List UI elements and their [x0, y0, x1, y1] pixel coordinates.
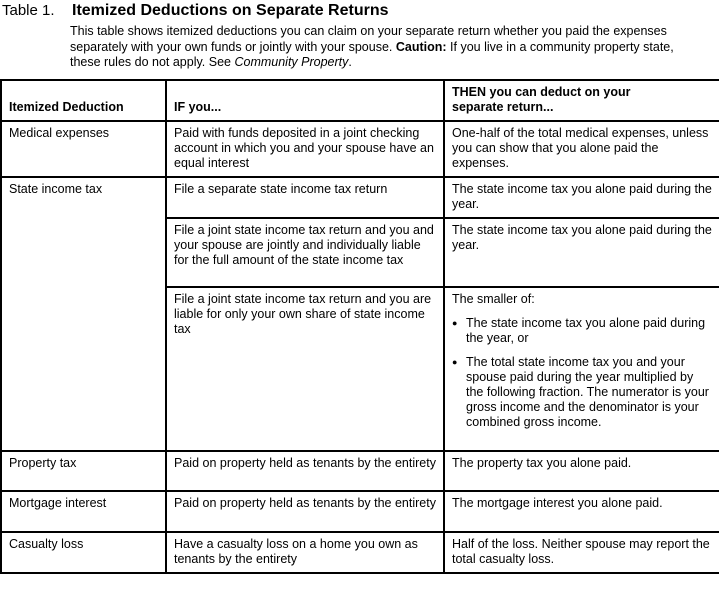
- community-property-reference: Community Property: [234, 55, 349, 69]
- header-itemized-deduction: Itemized Deduction: [1, 80, 166, 121]
- list-item: [452, 355, 712, 430]
- bullet-icon: ●: [452, 317, 458, 328]
- if-cell: Paid on property held as tenants by the entirety: [166, 451, 444, 491]
- list-item: [452, 316, 712, 346]
- page-title: Itemized Deductions on Separate Returns: [72, 2, 389, 19]
- then-cell: [444, 287, 719, 451]
- table-row: [1, 491, 719, 532]
- then-cell: The state income tax you alone paid during the year.: [444, 177, 719, 218]
- deduction-cell: Medical expenses: [1, 121, 166, 177]
- table-row: [1, 121, 719, 177]
- if-cell: Paid on property held as tenants by the entirety: [166, 491, 444, 532]
- then-cell: The state income tax you alone paid during the year.: [444, 218, 719, 287]
- then-bullet-text: The total state income tax you and your spouse paid during the year multiplied by the following fraction. The numerator is your gross income and the denominator is your combined gross income.: [466, 354, 709, 429]
- table-label: Table 1.: [2, 2, 55, 19]
- title-bar: [0, 0, 719, 20]
- then-bullet-text: The state income tax you alone paid during the year, or: [466, 315, 706, 345]
- bullet-icon: ●: [452, 356, 458, 367]
- deduction-cell: Property tax: [1, 451, 166, 491]
- caution-label: Caution:: [395, 39, 447, 54]
- then-cell: The mortgage interest you alone paid.: [444, 491, 719, 532]
- header-then-deduct-text: THEN you can deduct on your separate return...: [452, 84, 631, 114]
- intro-middle-text: If you live in a community property state, these rules do not apply. See: [70, 39, 674, 69]
- if-cell: File a separate state income tax return: [166, 177, 444, 218]
- intro-tail-text: .: [348, 55, 352, 69]
- itemized-deductions-table: [0, 79, 719, 574]
- deduction-cell: Casualty loss: [1, 532, 166, 573]
- table-row: [1, 532, 719, 573]
- table-row: [1, 177, 719, 218]
- if-cell: Paid with funds deposited in a joint checking account in which you and your spouse have an equal interest: [166, 121, 444, 177]
- table-header-row: [1, 80, 719, 121]
- then-cell: One-half of the total medical expenses, unless you can show that you alone paid the expenses.: [444, 121, 719, 177]
- if-cell: Have a casualty loss on a home you own as tenants by the entirety: [166, 532, 444, 573]
- deduction-cell: State income tax: [1, 177, 166, 451]
- then-cell: The property tax you alone paid.: [444, 451, 719, 491]
- then-cell: Half of the loss. Neither spouse may report the total casualty loss.: [444, 532, 719, 573]
- table-row: [1, 451, 719, 491]
- then-bullet-list: [452, 316, 712, 430]
- intro-lead-text: This table shows itemized deductions you can claim on your separate return whether you paid the expenses separately with your own funds or jointly with your spouse.: [70, 24, 667, 54]
- header-if-you: IF you...: [166, 80, 444, 121]
- intro-paragraph: [70, 24, 694, 71]
- if-cell: File a joint state income tax return and you and your spouse are jointly and individually liable for the full amount of the state income tax: [166, 218, 444, 287]
- then-intro-text: The smaller of:: [452, 291, 535, 306]
- if-cell: File a joint state income tax return and you are liable for only your own share of state income tax: [166, 287, 444, 451]
- deduction-cell: Mortgage interest: [1, 491, 166, 532]
- header-then-deduct: [444, 80, 719, 121]
